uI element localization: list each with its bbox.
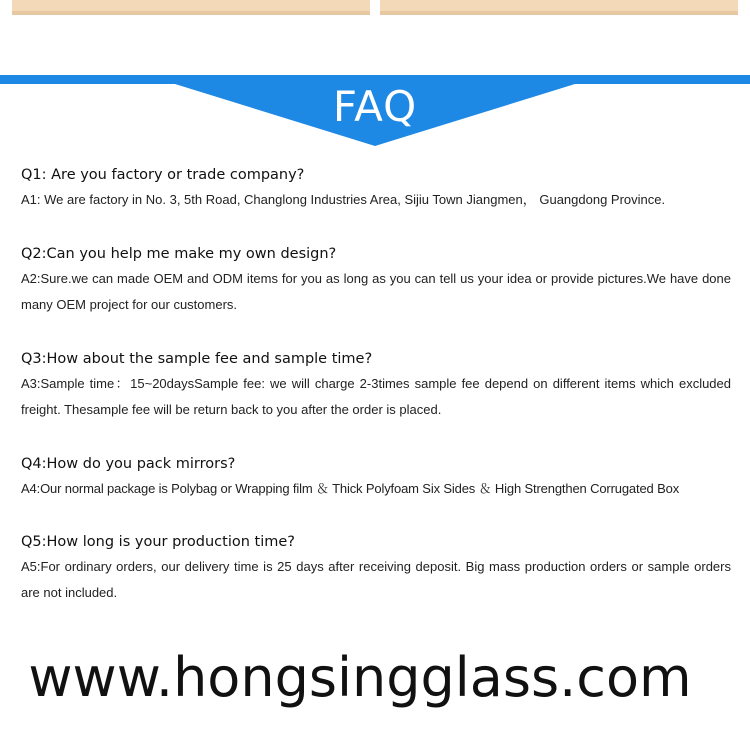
faq-item-4 xyxy=(21,454,731,502)
faq-answer: A2:Sure.we can made OEM and ODM items for you as long as you can tell us your idea or provide pictures.We have done many OEM project for our customers. xyxy=(21,271,731,312)
faq-title: FAQ xyxy=(332,82,418,131)
faq-question: Q5:How long is your production time? xyxy=(21,534,295,550)
faq-question: Q4:How do you pack mirrors? xyxy=(21,456,236,472)
faq-answer: A4:Our normal package is Polybag or Wrapping film ＆ Thick Polyfoam Six Sides ＆ High Strengthen Corrugated Box xyxy=(21,481,680,496)
faq-answer: A1: We are factory in No. 3, 5th Road, Changlong Industries Area, Sijiu Town Jiangmen， Guangdong Province. xyxy=(21,192,666,207)
faq-item-1 xyxy=(21,165,731,213)
website-url: www.hongsingglass.com xyxy=(28,646,692,709)
faq-item-5 xyxy=(21,532,731,606)
product-image-strip-right xyxy=(380,0,738,15)
product-image-strip-left xyxy=(12,0,370,15)
faq-question: Q3:How about the sample fee and sample time? xyxy=(21,351,373,367)
faq-answer: A3:Sample time：15~20daysSample fee: we will charge 2-3times sample fee depend on different items which excluded freight. Thesample fee will be return back to you after the order is placed. xyxy=(21,376,731,417)
faq-question: Q1: Are you factory or trade company? xyxy=(21,167,305,183)
faq-answer: A5:For ordinary orders, our delivery time is 25 days after receiving deposit. Big mass production orders or sample orders are not included. xyxy=(21,559,731,600)
faq-item-2 xyxy=(21,244,731,318)
faq-item-3 xyxy=(21,349,731,423)
faq-question: Q2:Can you help me make my own design? xyxy=(21,246,337,262)
